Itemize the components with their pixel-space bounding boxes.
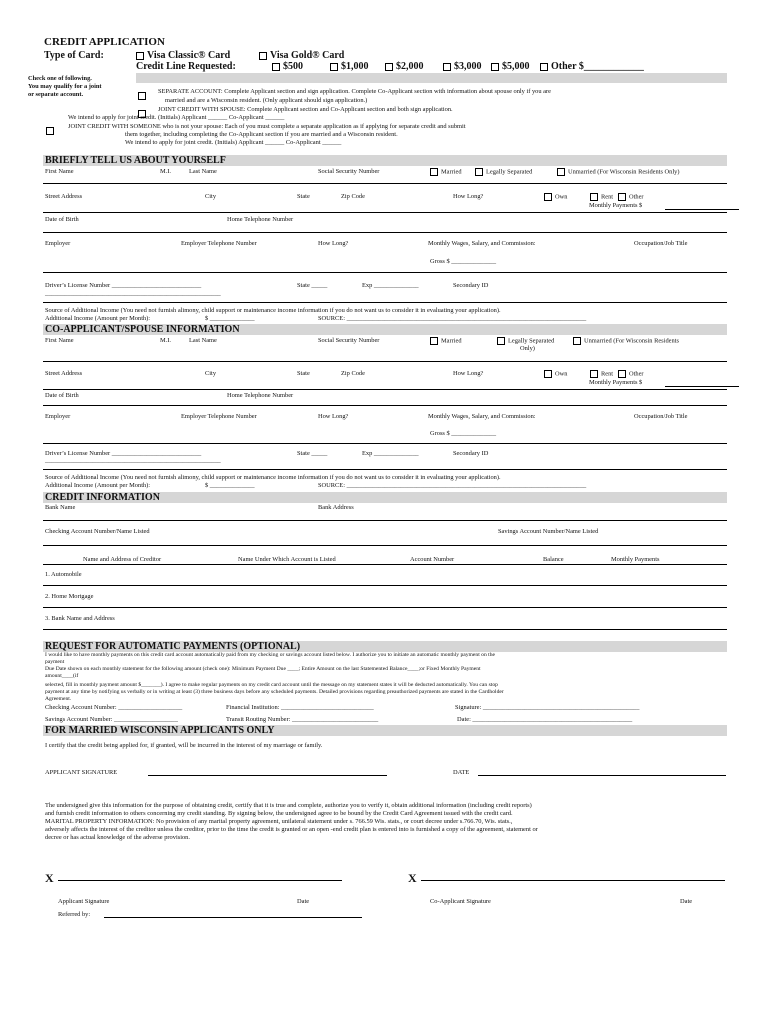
checkbox-icon[interactable]	[618, 193, 626, 201]
disclosure-text: and furnish credit information to others concerning my credit standing. By signing below, the undersigned agree to be bound by the Credit Card Agreement issued with the credit card.	[45, 810, 513, 817]
co-additional-income-label: Additional Income (Amount per Month):	[45, 482, 151, 489]
auto-pay-date-field[interactable]: Date: __________________________________________________	[457, 716, 633, 723]
joint-someone-checkbox[interactable]	[46, 122, 57, 140]
routing-number-field[interactable]: Transit Routing Number: ___________________________	[226, 716, 379, 723]
employer-phone-label: Employer Telephone Number	[181, 240, 257, 247]
card-type-label: Type of Card:	[44, 50, 104, 61]
co-mi-label: M.I.	[160, 337, 172, 344]
co-secondary-id-line[interactable]: _______________________________________________________	[45, 457, 221, 464]
checkbox-icon[interactable]	[590, 193, 598, 201]
check-note: or separate account.	[28, 91, 84, 98]
additional-income-note: Source of Additional Income (You need not furnish alimony, child support or maintenance income information if you do not want us to consider it in evaluating your application).	[45, 307, 501, 314]
co-rent-option[interactable]: Rent	[590, 370, 613, 378]
check-note: You may qualify for a joint	[28, 83, 102, 90]
date-field[interactable]	[478, 775, 726, 776]
amount-3000-option[interactable]: $3,000	[443, 61, 482, 72]
divider	[43, 183, 727, 184]
separate-account-text: married and are a Wisconsin resident. (Only applicant should sign application.)	[165, 97, 368, 104]
header-shaded-bar	[136, 73, 727, 83]
checkbox-icon[interactable]	[590, 370, 598, 378]
divider	[43, 585, 727, 586]
auto-pay-text: payment at any time by notifying us verbally or in writing at least (3) three business days before any scheduled payments. Detailed provisions regarding preauthorized payments are stated in the Cardholder	[45, 689, 504, 695]
checkbox-icon[interactable]	[573, 337, 581, 345]
dl-exp-field[interactable]: Exp ______________	[362, 282, 419, 289]
col-creditor: Name and Address of Creditor	[83, 556, 162, 563]
co-city-label: City	[205, 370, 217, 377]
section-header-credit: CREDIT INFORMATION	[43, 492, 727, 503]
additional-income-label: Additional Income (Amount per Month):	[45, 315, 151, 322]
col-account-number: Account Number	[410, 556, 455, 563]
financial-institution-field[interactable]: Financial Institution: _____________________________	[226, 704, 374, 711]
co-additional-income-field[interactable]: $ ______________	[205, 482, 255, 489]
divider	[43, 302, 727, 303]
col-balance: Balance	[543, 556, 564, 563]
amount-5000-option[interactable]: $5,000	[491, 61, 530, 72]
coapplicant-date-caption: Date	[680, 898, 693, 905]
additional-income-field[interactable]: $ ______________	[205, 315, 255, 322]
checkbox-icon[interactable]	[330, 63, 338, 71]
co-street-label: Street Address	[45, 370, 83, 377]
col-monthly-payments: Monthly Payments	[611, 556, 660, 563]
divider	[43, 545, 727, 546]
checkbox-icon[interactable]	[259, 52, 267, 60]
applicant-signature-field[interactable]	[148, 775, 387, 776]
savings-label: Savings Account Number/Name Listed	[498, 528, 599, 535]
section-header-auto-pay: REQUEST FOR AUTOMATIC PAYMENTS (OPTIONAL)	[43, 641, 727, 652]
co-additional-income-note: Source of Additional Income (You need not furnish alimony, child support or maintenance income information if you do not want us to consider it in evaluating your application).	[45, 474, 501, 481]
co-zip-label: Zip Code	[341, 370, 365, 377]
monthly-payments-label: Monthly Payments $	[589, 202, 643, 209]
co-unmarried-cont: Only)	[520, 345, 535, 352]
visa-classic-option[interactable]: Visa Classic® Card	[136, 50, 230, 61]
home-phone-label: Home Telephone Number	[227, 216, 294, 223]
co-how-long-label: How Long?	[453, 370, 484, 377]
check-note: Check one of following.	[28, 75, 92, 82]
co-other-option[interactable]: Other	[618, 370, 644, 378]
creditor-row: 3. Bank Name and Address	[45, 615, 115, 622]
auto-pay-text: selected, fill in monthly payment amount $_______). I agree to make regular payments on my credit card account until the message on my statement states it will be deducted automatically. You can stop	[45, 682, 498, 688]
other-option[interactable]: Other	[618, 193, 644, 201]
divider	[43, 564, 727, 565]
divider	[43, 607, 727, 608]
applicant-signature-label: APPLICANT SIGNATURE	[45, 769, 118, 776]
section-header-coapplicant: CO-APPLICANT/SPOUSE INFORMATION	[43, 324, 727, 335]
creditor-row: 1. Automobile	[45, 571, 82, 578]
gross-field[interactable]: Gross $ ______________	[430, 258, 497, 265]
section-header-married: FOR MARRIED WISCONSIN APPLICANTS ONLY	[43, 725, 727, 736]
col-name-under: Name Under Which Account is Listed	[238, 556, 336, 563]
section-header-applicant: BRIEFLY TELL US ABOUT YOURSELF	[43, 155, 727, 166]
co-employer-label: Employer	[45, 413, 71, 420]
divider	[43, 272, 727, 273]
divider	[43, 629, 727, 630]
joint-someone-intent: We intend to apply for joint credit. (Initials) Applicant ______ Co-Applicant ______	[125, 139, 342, 146]
co-state-label: State	[297, 370, 310, 377]
divider	[43, 212, 727, 213]
joint-someone-text: JOINT CREDIT WITH SOMEONE who is not your spouse: Each of you must complete a separate application as if applying for separate credit and submit	[68, 123, 466, 130]
secondary-id-line[interactable]: _______________________________________________________	[45, 290, 221, 297]
coapplicant-signature-caption: Co-Applicant Signature	[430, 898, 491, 905]
checking-label: Checking Account Number/Name Listed	[45, 528, 150, 535]
checking-account-field[interactable]: Checking Account Number: ____________________	[45, 704, 183, 711]
dl-state-field[interactable]: State _____	[297, 282, 328, 289]
disclosure-text: The undersigned give this information for the purpose of obtaining credit, certify that it is true and complete, authorize you to verify it, obtain additional information (including credit reports)	[45, 802, 532, 809]
visa-gold-option[interactable]: Visa Gold® Card	[259, 50, 344, 61]
checkbox-icon[interactable]	[385, 63, 393, 71]
credit-line-label: Credit Line Requested:	[136, 61, 236, 72]
amount-2000-option[interactable]: $2,000	[385, 61, 424, 72]
co-home-phone-label: Home Telephone Number	[227, 392, 294, 399]
checkbox-icon[interactable]	[491, 63, 499, 71]
source-field[interactable]: SOURCE: ___________________________________________________________________________	[318, 315, 587, 322]
zip-label: Zip Code	[341, 193, 365, 200]
co-source-field[interactable]: SOURCE: ___________________________________________________________________________	[318, 482, 587, 489]
auto-pay-text: payment	[45, 659, 65, 665]
co-how-long-employer-label: How Long?	[318, 413, 349, 420]
monthly-payments-field[interactable]	[665, 209, 739, 210]
date-label: DATE	[453, 769, 470, 776]
how-long-employer-label: How Long?	[318, 240, 349, 247]
rent-option[interactable]: Rent	[590, 193, 613, 201]
mi-label: M.I.	[160, 168, 172, 175]
divider	[43, 389, 727, 390]
city-label: City	[205, 193, 217, 200]
amount-1000-option[interactable]: $1,000	[330, 61, 369, 72]
divider	[43, 361, 727, 362]
co-employer-phone-label: Employer Telephone Number	[181, 413, 257, 420]
signature-x-mark: X	[45, 871, 54, 885]
last-name-label: Last Name	[189, 168, 217, 175]
disclosure-text: adversely affects the interest of the creditor unless the creditor, prior to the time the credit is granted or an open -end credit plan is entered into is furnished a copy of the agreement, statement or	[45, 826, 538, 833]
disclosure-text: MARITAL PROPERTY INFORMATION: No provision of any marital property agreement, unilateral statement under s. 766.59 Wis. stats., or court decree under s.766.70, Wis. stats.,	[45, 818, 513, 825]
auto-pay-text: amount____(if	[45, 673, 79, 679]
monthly-wages-label: Monthly Wages, Salary, and Commission:	[428, 240, 536, 247]
ssn-label: Social Security Number	[318, 168, 380, 175]
how-long-label: How Long?	[453, 193, 484, 200]
checkbox-icon[interactable]	[443, 63, 451, 71]
street-label: Street Address	[45, 193, 83, 200]
divider	[43, 443, 727, 444]
joint-spouse-text: JOINT CREDIT WITH SPOUSE: Complete Applicant section and Co-Applicant section and both sign application.	[158, 106, 453, 113]
bank-address-label: Bank Address	[318, 504, 354, 511]
state-label: State	[297, 193, 310, 200]
co-occupation-label: Occupation/Job Title	[634, 413, 688, 420]
unmarried-option[interactable]: Unmarried (For Wisconsin Residents Only)	[557, 168, 679, 176]
co-legally-separated-option[interactable]: Legally Separated	[497, 337, 554, 345]
married-option[interactable]: Married	[430, 168, 462, 176]
checkbox-icon[interactable]	[46, 127, 54, 135]
co-secondary-id-label: Secondary ID	[453, 450, 489, 457]
co-monthly-wages-label: Monthly Wages, Salary, and Commission:	[428, 413, 536, 420]
coapplicant-final-signature-field[interactable]	[421, 880, 725, 881]
co-dob-label: Date of Birth	[45, 392, 79, 399]
checkbox-icon[interactable]	[136, 52, 144, 60]
co-drivers-license-field[interactable]: Driver’s License Number ____________________________	[45, 450, 202, 457]
secondary-id-label: Secondary ID	[453, 282, 489, 289]
checkbox-icon[interactable]	[138, 92, 146, 100]
dob-label: Date of Birth	[45, 216, 79, 223]
applicant-final-signature-field[interactable]	[58, 880, 342, 881]
checkbox-icon[interactable]	[540, 63, 548, 71]
bank-name-label: Bank Name	[45, 504, 76, 511]
referred-by-label: Referred by:	[58, 911, 91, 918]
co-gross-field[interactable]: Gross $ ______________	[430, 430, 497, 437]
savings-account-field[interactable]: Savings Account Number: ____________________	[45, 716, 178, 723]
first-name-label: First Name	[45, 168, 74, 175]
applicant-date-caption: Date	[297, 898, 310, 905]
employer-label: Employer	[45, 240, 71, 247]
checkbox-icon[interactable]	[557, 168, 565, 176]
co-monthly-payments-label: Monthly Payments $	[589, 379, 643, 386]
checkbox-icon[interactable]	[544, 370, 552, 378]
divider	[43, 232, 727, 233]
amount-500-option[interactable]: $500	[272, 61, 303, 72]
applicant-signature-caption: Applicant Signature	[58, 898, 110, 905]
joint-someone-text: them together, including completing the Co-Applicant section if you are married and a Wisconsin resident.	[125, 131, 398, 138]
separate-account-text: SEPARATE ACCOUNT: Complete Applicant section and sign application. Complete Co-Applicant section with information about spouse only if you are	[158, 88, 551, 95]
disclosure-text: decree or has actual knowledge of the adverse provision.	[45, 834, 190, 841]
checkbox-icon[interactable]	[475, 168, 483, 176]
occupation-label: Occupation/Job Title	[634, 240, 688, 247]
checkbox-icon[interactable]	[430, 168, 438, 176]
auto-pay-text: I would like to have monthly payments on this credit card account automatically paid from my checking or savings account listed below. I authorize you to initiate an automatic monthly payment on the	[45, 652, 495, 658]
checkbox-icon[interactable]	[497, 337, 505, 345]
own-option[interactable]: Own	[544, 193, 567, 201]
co-ssn-label: Social Security Number	[318, 337, 380, 344]
divider	[43, 405, 727, 406]
checkbox-icon[interactable]	[544, 193, 552, 201]
form-title: CREDIT APPLICATION	[44, 36, 165, 48]
co-dl-exp-field[interactable]: Exp ______________	[362, 450, 419, 457]
certify-text: I certify that the credit being applied for, if granted, will be incurred in the interest of my marriage or family.	[45, 742, 323, 749]
divider	[43, 469, 727, 470]
co-first-name-label: First Name	[45, 337, 74, 344]
checkbox-icon[interactable]	[618, 370, 626, 378]
signature-x-mark: X	[408, 871, 417, 885]
co-dl-state-field[interactable]: State _____	[297, 450, 328, 457]
checkbox-icon[interactable]	[272, 63, 280, 71]
co-unmarried-option[interactable]: Unmarried (For Wisconsin Residents	[573, 337, 679, 345]
separate-account-checkbox[interactable]	[138, 87, 149, 105]
co-monthly-payments-field[interactable]	[665, 386, 739, 387]
legally-separated-option[interactable]: Legally Separated	[475, 168, 532, 176]
auto-pay-text: Due Date shown on each monthly statement for the following amount (check one): Minimum Payment Due ____; Entire Amount on the last Statemented Balance____;or Fixed Monthly Payment	[45, 666, 481, 672]
joint-spouse-intent: We intend to apply for joint credit. (Initials) Applicant ______ Co-Applicant ______	[68, 114, 285, 121]
auto-pay-text: Agreement.	[45, 696, 72, 702]
creditor-row: 2. Home Mortgage	[45, 593, 94, 600]
co-own-option[interactable]: Own	[544, 370, 567, 378]
co-last-name-label: Last Name	[189, 337, 217, 344]
amount-other-option[interactable]: Other $____________	[540, 61, 644, 72]
checkbox-icon[interactable]	[430, 337, 438, 345]
referred-by-field[interactable]	[104, 917, 362, 918]
auto-pay-signature-field[interactable]: Signature: _________________________________________________	[455, 704, 640, 711]
co-married-option[interactable]: Married	[430, 337, 462, 345]
drivers-license-field[interactable]: Driver’s License Number ____________________________	[45, 282, 202, 289]
divider	[43, 520, 727, 521]
